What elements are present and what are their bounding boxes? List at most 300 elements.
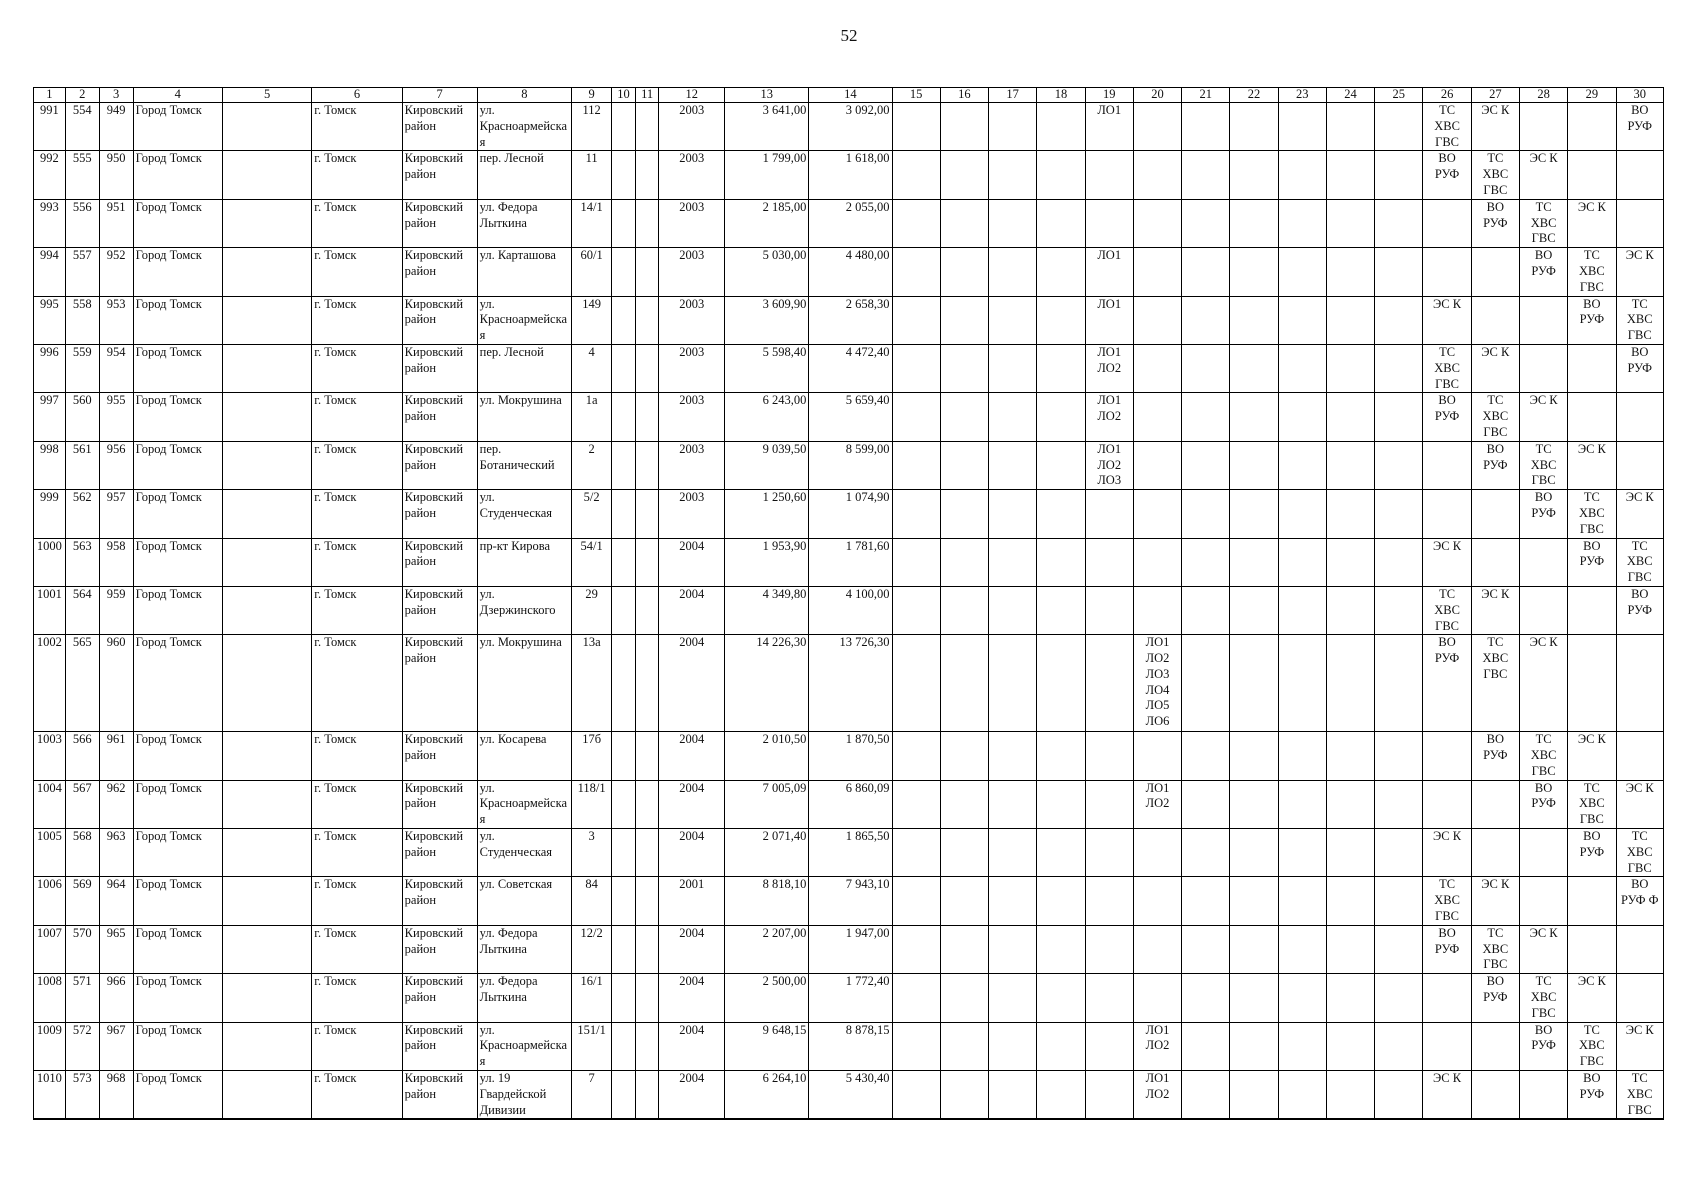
cell-col-27 [1471, 538, 1519, 586]
cell-col-7: Кировский район [402, 151, 477, 199]
cell-col-30: ТС ХВС ГВС [1616, 538, 1664, 586]
cell-col-16 [940, 344, 988, 392]
cell-col-13: 2 185,00 [725, 199, 809, 247]
cell-col-4: Город Томск [133, 344, 222, 392]
cell-col-19 [1085, 829, 1133, 877]
cell-col-27 [1471, 1071, 1519, 1120]
cell-col-20 [1133, 199, 1181, 247]
cell-col-5 [222, 490, 311, 538]
cell-col-4: Город Томск [133, 586, 222, 634]
cell-col-22 [1230, 586, 1278, 634]
table-row [34, 1022, 1664, 1070]
cell-col-21 [1182, 635, 1230, 732]
cell-col-8: ул. 19 Гвардейской Дивизии [477, 1071, 571, 1120]
cell-col-16 [940, 829, 988, 877]
cell-col-8: ул. Федора Лыткина [477, 925, 571, 973]
cell-col-9: 13а [572, 635, 612, 732]
cell-col-18 [1037, 538, 1085, 586]
cell-col-29 [1568, 635, 1616, 732]
cell-col-24 [1326, 780, 1374, 828]
cell-col-11 [635, 199, 659, 247]
cell-col-22 [1230, 732, 1278, 780]
cell-col-1: 996 [34, 344, 66, 392]
cell-col-10 [612, 393, 636, 441]
cell-col-30: ЭС К [1616, 490, 1664, 538]
cell-col-5 [222, 199, 311, 247]
cell-col-18 [1037, 1022, 1085, 1070]
cell-col-25 [1375, 344, 1423, 392]
cell-col-18 [1037, 974, 1085, 1022]
cell-col-28 [1519, 538, 1567, 586]
cell-col-16 [940, 635, 988, 732]
cell-col-10 [612, 974, 636, 1022]
table-row [34, 974, 1664, 1022]
cell-col-12: 2004 [659, 974, 725, 1022]
cell-col-10 [612, 925, 636, 973]
cell-col-14: 13 726,30 [809, 635, 892, 732]
cell-col-12: 2004 [659, 538, 725, 586]
cell-col-2: 572 [65, 1022, 99, 1070]
cell-col-9: 14/1 [572, 199, 612, 247]
cell-col-6: г. Томск [312, 441, 402, 489]
cell-col-28: ВО РУФ [1519, 490, 1567, 538]
table-row [34, 732, 1664, 780]
cell-col-24 [1326, 974, 1374, 1022]
page-number: 52 [840, 26, 858, 45]
column-header-14: 14 [809, 88, 892, 103]
cell-col-25 [1375, 1071, 1423, 1120]
cell-col-6: г. Томск [312, 296, 402, 344]
cell-col-4: Город Томск [133, 393, 222, 441]
cell-col-26 [1423, 974, 1471, 1022]
table-row [34, 296, 1664, 344]
column-header-24: 24 [1326, 88, 1374, 103]
cell-col-28 [1519, 829, 1567, 877]
cell-col-24 [1326, 1071, 1374, 1120]
cell-col-21 [1182, 974, 1230, 1022]
cell-col-6: г. Томск [312, 538, 402, 586]
cell-col-25 [1375, 441, 1423, 489]
cell-col-1: 999 [34, 490, 66, 538]
table-row [34, 538, 1664, 586]
cell-col-22 [1230, 344, 1278, 392]
column-header-8: 8 [477, 88, 571, 103]
table-row [34, 248, 1664, 296]
cell-col-4: Город Томск [133, 151, 222, 199]
column-header-3: 3 [99, 88, 133, 103]
cell-col-18 [1037, 490, 1085, 538]
cell-col-28: ВО РУФ [1519, 780, 1567, 828]
cell-col-18 [1037, 732, 1085, 780]
cell-col-8: пер. Ботанический [477, 441, 571, 489]
cell-col-23 [1278, 344, 1326, 392]
cell-col-17 [989, 1071, 1037, 1120]
cell-col-18 [1037, 586, 1085, 634]
column-header-28: 28 [1519, 88, 1567, 103]
column-header-10: 10 [612, 88, 636, 103]
cell-col-26: ЭС К [1423, 1071, 1471, 1120]
cell-col-29: ВО РУФ [1568, 829, 1616, 877]
cell-col-8: ул. Дзержинского [477, 586, 571, 634]
cell-col-19 [1085, 974, 1133, 1022]
cell-col-9: 84 [572, 877, 612, 925]
cell-col-5 [222, 1071, 311, 1120]
cell-col-28: ТС ХВС ГВС [1519, 199, 1567, 247]
cell-col-2: 555 [65, 151, 99, 199]
cell-col-23 [1278, 780, 1326, 828]
cell-col-28: ТС ХВС ГВС [1519, 441, 1567, 489]
cell-col-5 [222, 732, 311, 780]
cell-col-17 [989, 732, 1037, 780]
column-header-1: 1 [34, 88, 66, 103]
cell-col-17 [989, 344, 1037, 392]
cell-col-18 [1037, 925, 1085, 973]
cell-col-29: ЭС К [1568, 441, 1616, 489]
cell-col-27 [1471, 490, 1519, 538]
cell-col-12: 2004 [659, 732, 725, 780]
cell-col-23 [1278, 103, 1326, 151]
cell-col-11 [635, 877, 659, 925]
cell-col-13: 8 818,10 [725, 877, 809, 925]
cell-col-27: ЭС К [1471, 103, 1519, 151]
cell-col-30 [1616, 925, 1664, 973]
cell-col-26: ВО РУФ [1423, 151, 1471, 199]
cell-col-7: Кировский район [402, 296, 477, 344]
cell-col-9: 118/1 [572, 780, 612, 828]
cell-col-24 [1326, 586, 1374, 634]
cell-col-16 [940, 103, 988, 151]
cell-col-16 [940, 393, 988, 441]
table-row [34, 877, 1664, 925]
cell-col-7: Кировский район [402, 344, 477, 392]
cell-col-13: 9 648,15 [725, 1022, 809, 1070]
cell-col-22 [1230, 393, 1278, 441]
cell-col-14: 2 055,00 [809, 199, 892, 247]
cell-col-9: 29 [572, 586, 612, 634]
cell-col-13: 6 264,10 [725, 1071, 809, 1120]
cell-col-24 [1326, 732, 1374, 780]
cell-col-17 [989, 586, 1037, 634]
column-header-26: 26 [1423, 88, 1471, 103]
cell-col-1: 1004 [34, 780, 66, 828]
cell-col-13: 9 039,50 [725, 441, 809, 489]
cell-col-13: 3 609,90 [725, 296, 809, 344]
cell-col-12: 2003 [659, 490, 725, 538]
cell-col-15 [892, 877, 940, 925]
cell-col-2: 557 [65, 248, 99, 296]
cell-col-20 [1133, 925, 1181, 973]
cell-col-19 [1085, 780, 1133, 828]
cell-col-10 [612, 199, 636, 247]
cell-col-25 [1375, 103, 1423, 151]
cell-col-27: ЭС К [1471, 877, 1519, 925]
cell-col-26: ЭС К [1423, 538, 1471, 586]
cell-col-10 [612, 151, 636, 199]
cell-col-7: Кировский район [402, 199, 477, 247]
cell-col-16 [940, 1071, 988, 1120]
cell-col-1: 1003 [34, 732, 66, 780]
cell-col-9: 60/1 [572, 248, 612, 296]
cell-col-3: 961 [99, 732, 133, 780]
column-header-12: 12 [659, 88, 725, 103]
cell-col-5 [222, 393, 311, 441]
cell-col-17 [989, 296, 1037, 344]
cell-col-15 [892, 635, 940, 732]
cell-col-21 [1182, 490, 1230, 538]
cell-col-7: Кировский район [402, 393, 477, 441]
column-header-17: 17 [989, 88, 1037, 103]
cell-col-19 [1085, 732, 1133, 780]
cell-col-3: 965 [99, 925, 133, 973]
cell-col-5 [222, 829, 311, 877]
cell-col-14: 6 860,09 [809, 780, 892, 828]
cell-col-19: ЛО1 ЛО2 [1085, 393, 1133, 441]
cell-col-27 [1471, 780, 1519, 828]
column-header-30: 30 [1616, 88, 1664, 103]
cell-col-20: ЛО1 ЛО2 [1133, 1071, 1181, 1120]
cell-col-23 [1278, 1022, 1326, 1070]
cell-col-7: Кировский район [402, 538, 477, 586]
cell-col-27: ВО РУФ [1471, 199, 1519, 247]
cell-col-17 [989, 829, 1037, 877]
cell-col-6: г. Томск [312, 151, 402, 199]
cell-col-11 [635, 925, 659, 973]
cell-col-25 [1375, 248, 1423, 296]
cell-col-3: 952 [99, 248, 133, 296]
column-header-13: 13 [725, 88, 809, 103]
cell-col-10 [612, 586, 636, 634]
cell-col-26 [1423, 490, 1471, 538]
cell-col-18 [1037, 829, 1085, 877]
cell-col-3: 960 [99, 635, 133, 732]
cell-col-13: 2 207,00 [725, 925, 809, 973]
cell-col-15 [892, 296, 940, 344]
cell-col-16 [940, 538, 988, 586]
cell-col-9: 54/1 [572, 538, 612, 586]
cell-col-20 [1133, 441, 1181, 489]
cell-col-20: ЛО1 ЛО2 [1133, 780, 1181, 828]
cell-col-15 [892, 344, 940, 392]
cell-col-19 [1085, 490, 1133, 538]
cell-col-14: 1 618,00 [809, 151, 892, 199]
cell-col-24 [1326, 490, 1374, 538]
cell-col-21 [1182, 344, 1230, 392]
cell-col-20 [1133, 296, 1181, 344]
cell-col-30: ЭС К [1616, 1022, 1664, 1070]
column-header-7: 7 [402, 88, 477, 103]
cell-col-4: Город Томск [133, 1071, 222, 1120]
cell-col-10 [612, 296, 636, 344]
cell-col-27 [1471, 1022, 1519, 1070]
cell-col-8: пр-кт Кирова [477, 538, 571, 586]
column-header-9: 9 [572, 88, 612, 103]
cell-col-2: 559 [65, 344, 99, 392]
cell-col-28: ЭС К [1519, 393, 1567, 441]
cell-col-10 [612, 829, 636, 877]
cell-col-12: 2003 [659, 441, 725, 489]
cell-col-12: 2004 [659, 829, 725, 877]
cell-col-10 [612, 103, 636, 151]
cell-col-25 [1375, 393, 1423, 441]
cell-col-7: Кировский район [402, 732, 477, 780]
cell-col-15 [892, 199, 940, 247]
cell-col-14: 1 781,60 [809, 538, 892, 586]
cell-col-19: ЛО1 [1085, 296, 1133, 344]
cell-col-20 [1133, 490, 1181, 538]
cell-col-21 [1182, 296, 1230, 344]
cell-col-6: г. Томск [312, 103, 402, 151]
cell-col-16 [940, 441, 988, 489]
cell-col-21 [1182, 103, 1230, 151]
cell-col-24 [1326, 103, 1374, 151]
cell-col-12: 2004 [659, 925, 725, 973]
cell-col-29 [1568, 586, 1616, 634]
cell-col-1: 1000 [34, 538, 66, 586]
cell-col-7: Кировский район [402, 490, 477, 538]
cell-col-11 [635, 974, 659, 1022]
cell-col-20: ЛО1 ЛО2 [1133, 1022, 1181, 1070]
cell-col-13: 3 641,00 [725, 103, 809, 151]
cell-col-2: 561 [65, 441, 99, 489]
cell-col-28: ВО РУФ [1519, 248, 1567, 296]
cell-col-13: 2 010,50 [725, 732, 809, 780]
cell-col-20 [1133, 974, 1181, 1022]
cell-col-5 [222, 538, 311, 586]
cell-col-19 [1085, 1071, 1133, 1120]
cell-col-13: 14 226,30 [725, 635, 809, 732]
cell-col-23 [1278, 877, 1326, 925]
cell-col-20 [1133, 151, 1181, 199]
cell-col-19: ЛО1 [1085, 103, 1133, 151]
cell-col-20 [1133, 248, 1181, 296]
table-row [34, 103, 1664, 151]
cell-col-28 [1519, 296, 1567, 344]
cell-col-19: ЛО1 ЛО2 [1085, 344, 1133, 392]
cell-col-8: ул. Красноармейска я [477, 296, 571, 344]
cell-col-9: 4 [572, 344, 612, 392]
cell-col-30: ТС ХВС ГВС [1616, 829, 1664, 877]
table-body [34, 103, 1664, 1120]
cell-col-26 [1423, 732, 1471, 780]
cell-col-11 [635, 103, 659, 151]
cell-col-22 [1230, 877, 1278, 925]
cell-col-29: ТС ХВС ГВС [1568, 1022, 1616, 1070]
cell-col-8: ул. Красноармейска я [477, 780, 571, 828]
cell-col-29 [1568, 344, 1616, 392]
cell-col-4: Город Томск [133, 974, 222, 1022]
cell-col-29: ВО РУФ [1568, 538, 1616, 586]
cell-col-20 [1133, 586, 1181, 634]
cell-col-7: Кировский район [402, 103, 477, 151]
cell-col-28 [1519, 344, 1567, 392]
cell-col-26: ТС ХВС ГВС [1423, 344, 1471, 392]
cell-col-23 [1278, 199, 1326, 247]
cell-col-18 [1037, 151, 1085, 199]
cell-col-18 [1037, 441, 1085, 489]
cell-col-22 [1230, 490, 1278, 538]
cell-col-3: 959 [99, 586, 133, 634]
cell-col-24 [1326, 248, 1374, 296]
cell-col-16 [940, 586, 988, 634]
cell-col-17 [989, 635, 1037, 732]
cell-col-20 [1133, 344, 1181, 392]
cell-col-25 [1375, 925, 1423, 973]
cell-col-6: г. Томск [312, 635, 402, 732]
cell-col-8: ул. Советская [477, 877, 571, 925]
cell-col-4: Город Томск [133, 441, 222, 489]
cell-col-5 [222, 441, 311, 489]
cell-col-17 [989, 393, 1037, 441]
column-header-20: 20 [1133, 88, 1181, 103]
cell-col-3: 953 [99, 296, 133, 344]
cell-col-14: 1 074,90 [809, 490, 892, 538]
cell-col-21 [1182, 199, 1230, 247]
cell-col-3: 950 [99, 151, 133, 199]
cell-col-12: 2003 [659, 296, 725, 344]
cell-col-4: Город Томск [133, 732, 222, 780]
cell-col-23 [1278, 732, 1326, 780]
cell-col-20 [1133, 877, 1181, 925]
cell-col-5 [222, 248, 311, 296]
cell-col-30: ТС ХВС ГВС [1616, 296, 1664, 344]
cell-col-19 [1085, 877, 1133, 925]
cell-col-29 [1568, 393, 1616, 441]
cell-col-27: ЭС К [1471, 586, 1519, 634]
cell-col-18 [1037, 248, 1085, 296]
cell-col-23 [1278, 441, 1326, 489]
cell-col-2: 558 [65, 296, 99, 344]
cell-col-6: г. Томск [312, 393, 402, 441]
cell-col-2: 568 [65, 829, 99, 877]
cell-col-3: 954 [99, 344, 133, 392]
cell-col-30: ТС ХВС ГВС [1616, 1071, 1664, 1120]
cell-col-3: 949 [99, 103, 133, 151]
cell-col-6: г. Томск [312, 925, 402, 973]
cell-col-16 [940, 925, 988, 973]
cell-col-18 [1037, 344, 1085, 392]
cell-col-5 [222, 1022, 311, 1070]
cell-col-13: 1 250,60 [725, 490, 809, 538]
cell-col-21 [1182, 538, 1230, 586]
cell-col-17 [989, 974, 1037, 1022]
cell-col-16 [940, 974, 988, 1022]
housing-register-table [33, 87, 1664, 1120]
cell-col-22 [1230, 538, 1278, 586]
cell-col-3: 957 [99, 490, 133, 538]
table-row [34, 586, 1664, 634]
cell-col-3: 956 [99, 441, 133, 489]
column-header-15: 15 [892, 88, 940, 103]
cell-col-8: ул. Косарева [477, 732, 571, 780]
cell-col-19 [1085, 538, 1133, 586]
cell-col-24 [1326, 829, 1374, 877]
column-header-25: 25 [1375, 88, 1423, 103]
cell-col-7: Кировский район [402, 974, 477, 1022]
cell-col-19 [1085, 199, 1133, 247]
cell-col-1: 991 [34, 103, 66, 151]
cell-col-14: 5 659,40 [809, 393, 892, 441]
cell-col-23 [1278, 393, 1326, 441]
cell-col-4: Город Томск [133, 1022, 222, 1070]
cell-col-13: 5 030,00 [725, 248, 809, 296]
cell-col-1: 1010 [34, 1071, 66, 1120]
cell-col-17 [989, 780, 1037, 828]
cell-col-23 [1278, 829, 1326, 877]
cell-col-15 [892, 248, 940, 296]
cell-col-24 [1326, 925, 1374, 973]
cell-col-8: пер. Лесной [477, 151, 571, 199]
cell-col-14: 5 430,40 [809, 1071, 892, 1120]
